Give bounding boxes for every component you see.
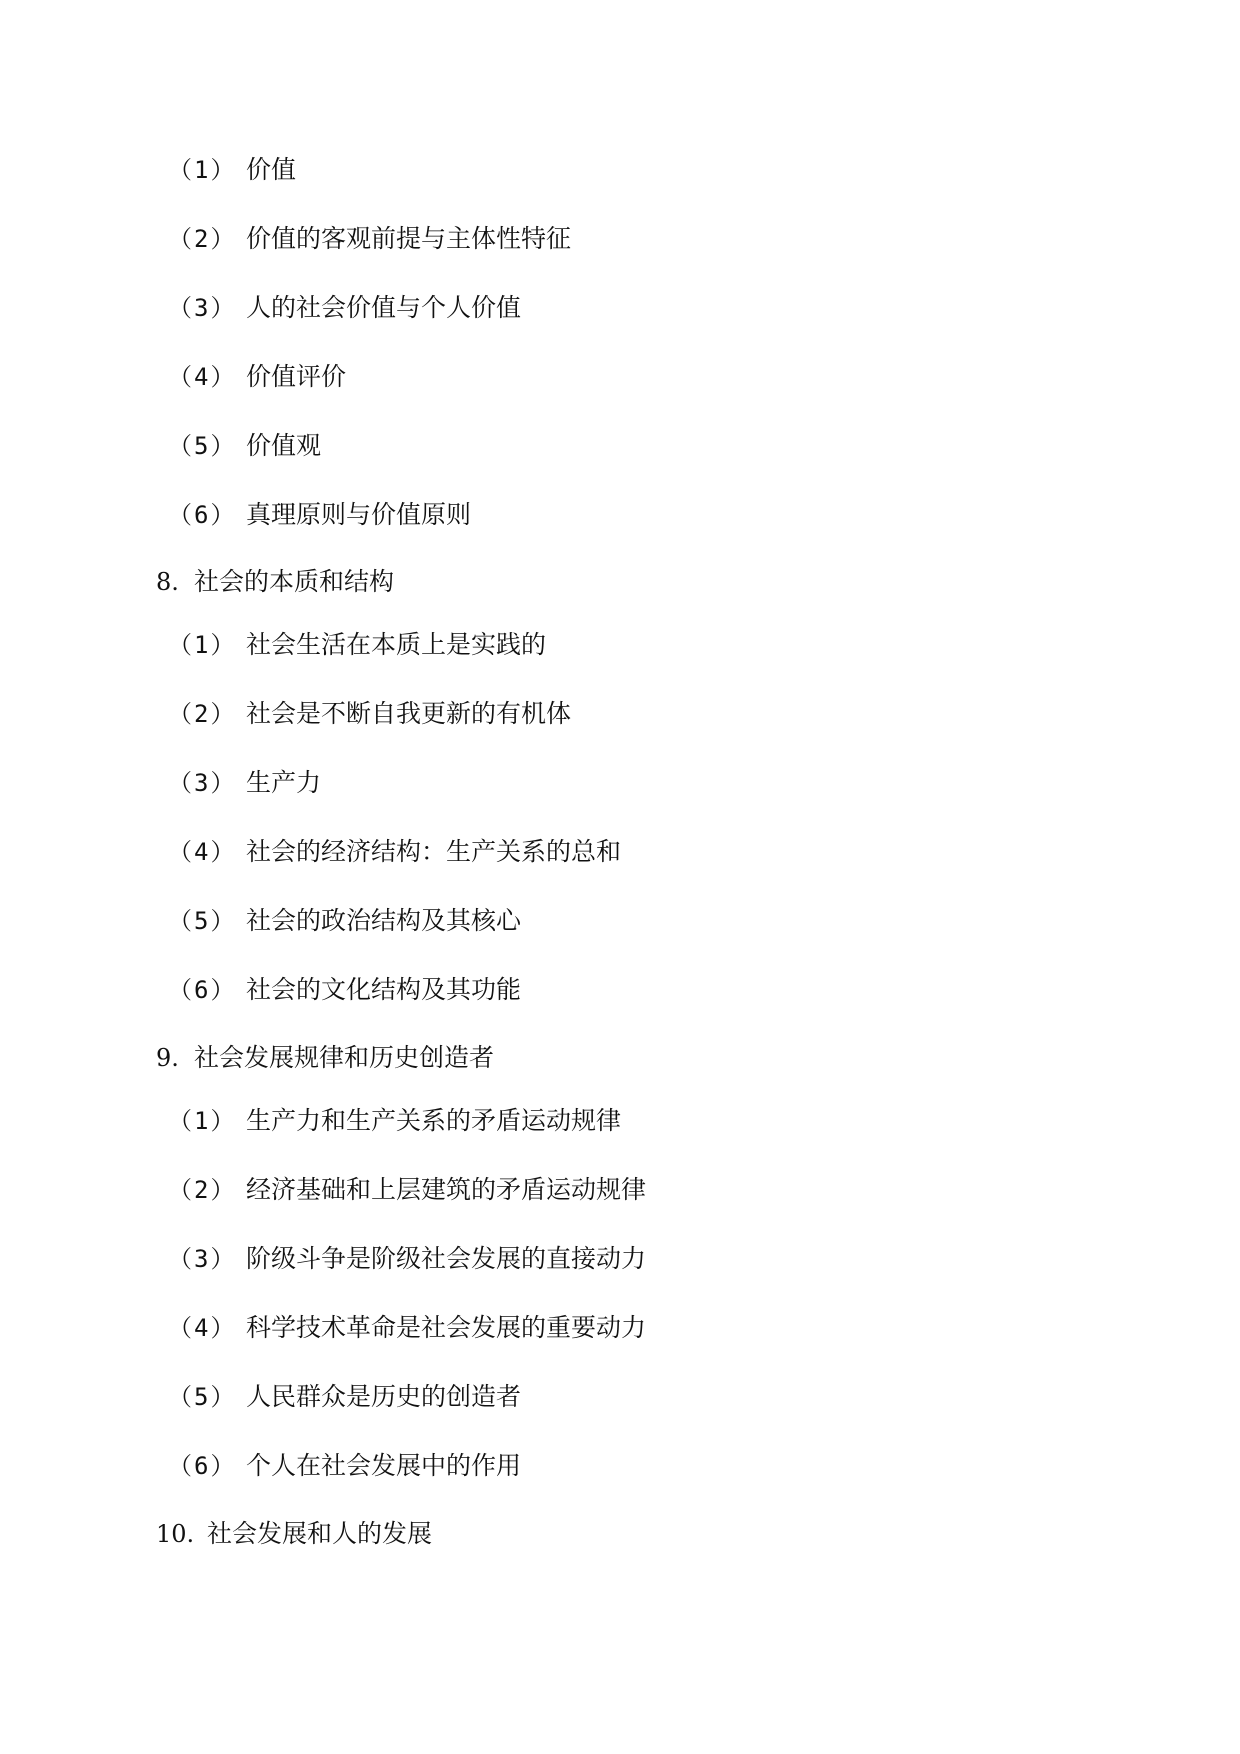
item-number: （3） xyxy=(168,769,237,797)
item-text: 价值评价 xyxy=(246,362,347,391)
item-number: （5） xyxy=(168,1383,237,1411)
item-text: 社会是不断自我更新的有机体 xyxy=(246,699,572,728)
item-text: 真理原则与价值原则 xyxy=(246,500,472,529)
item-text: 阶级斗争是阶级社会发展的直接动力 xyxy=(246,1244,647,1273)
item-text: 社会生活在本质上是实践的 xyxy=(246,630,547,659)
item-number: （3） xyxy=(168,1245,237,1273)
item-number: （1） xyxy=(168,1107,237,1135)
item-number: （2） xyxy=(168,225,237,253)
item-text: 价值的客观前提与主体性特征 xyxy=(246,224,572,253)
section-title: 社会发展和人的发展 xyxy=(207,1519,433,1548)
item-text: 经济基础和上层建筑的矛盾运动规律 xyxy=(246,1175,647,1204)
item-text: 社会的文化结构及其功能 xyxy=(246,975,522,1004)
item-number: （4） xyxy=(168,363,237,391)
item-text: 生产力和生产关系的矛盾运动规律 xyxy=(246,1106,622,1135)
item-text: 人的社会价值与个人价值 xyxy=(246,293,522,322)
item-text: 价值 xyxy=(246,155,297,184)
item-number: （4） xyxy=(168,838,237,866)
item-number: （2） xyxy=(168,700,237,728)
item-text: 人民群众是历史的创造者 xyxy=(246,1382,522,1411)
item-number: （4） xyxy=(168,1314,237,1342)
section-title: 社会的本质和结构 xyxy=(194,567,395,596)
item-number: （6） xyxy=(168,501,237,529)
item-number: （1） xyxy=(168,156,237,184)
section-number: 9. xyxy=(156,1044,179,1072)
section-number: 8. xyxy=(156,568,179,596)
item-text: 科学技术革命是社会发展的重要动力 xyxy=(246,1313,647,1342)
item-text: 社会的经济结构：生产关系的总和 xyxy=(246,837,622,866)
section-title: 社会发展规律和历史创造者 xyxy=(194,1043,495,1072)
item-number: （3） xyxy=(168,294,237,322)
item-number: （2） xyxy=(168,1176,237,1204)
item-number: （5） xyxy=(168,432,237,460)
item-text: 生产力 xyxy=(246,768,322,797)
item-number: （5） xyxy=(168,907,237,935)
item-text: 社会的政治结构及其核心 xyxy=(246,906,522,935)
item-number: （6） xyxy=(168,1452,237,1480)
item-text: 价值观 xyxy=(246,431,322,460)
section-number: 10. xyxy=(156,1520,195,1548)
item-number: （1） xyxy=(168,631,237,659)
item-number: （6） xyxy=(168,976,237,1004)
item-text: 个人在社会发展中的作用 xyxy=(246,1451,522,1480)
